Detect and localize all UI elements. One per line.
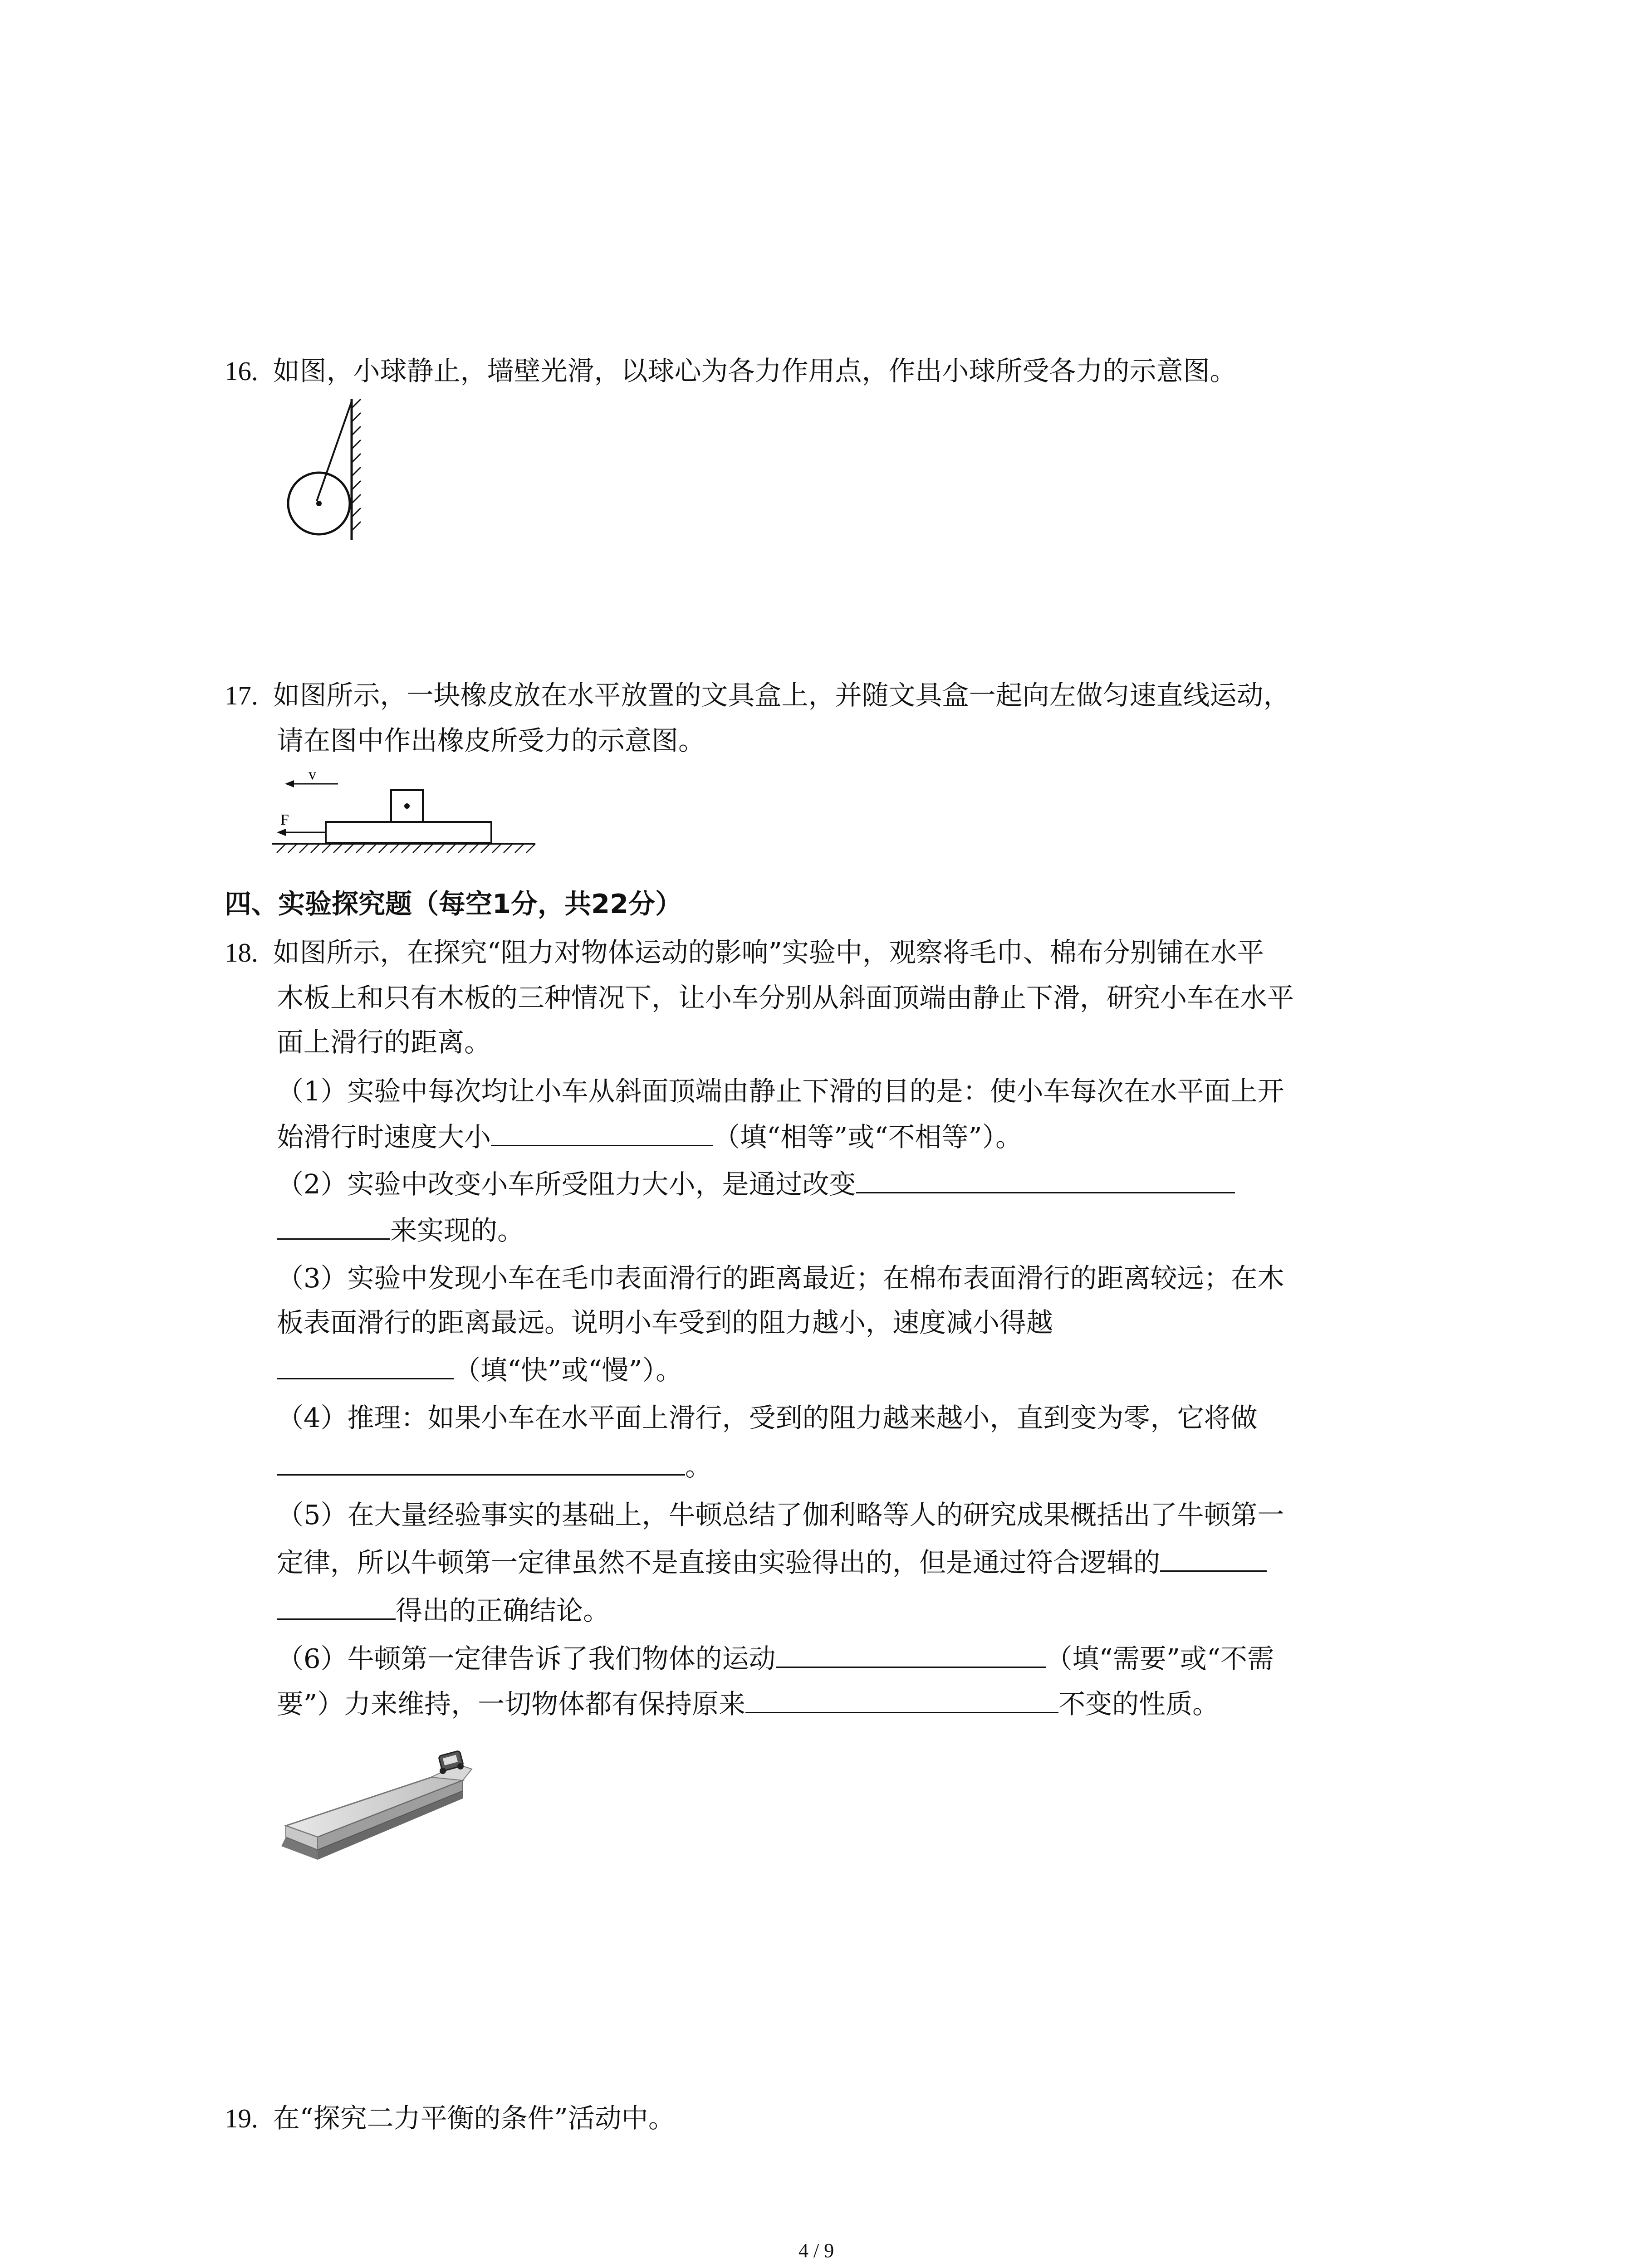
subquestion-2-tail: 来实现的。 [390,1215,524,1246]
subquestion-2-line2 [277,1212,524,1249]
question-intro-line3: 面上滑行的距离。 [277,1026,491,1058]
subquestion-2-line1 [277,1166,1235,1202]
question-text: 在“探究二力平衡的条件”活动中。 [273,2102,675,2134]
subquestion-6-tail: 不变的性质。 [1058,1688,1220,1720]
subquestion-6-line1 [277,1640,1274,1677]
subquestion-6-text2: 要”）力来维持，一切物体都有保持原来 [277,1688,746,1720]
question-intro-line2: 木板上和只有木板的三种情况下，让小车分别从斜面顶端由静止下滑，研究小车在水平 [277,982,1294,1013]
subquestion-3-line2: 板表面滑行的距离最远。说明小车受到的阻力越小，速度减小得越 [277,1307,1053,1338]
section-title: 四、实验探究题（每空1分，共22分） [225,888,682,919]
ball-on-wall-figure [272,390,390,553]
subquestion-3-line1: （3）实验中发现小车在毛巾表面滑行的距离最近；在棉布表面滑行的距离较远；在木 [277,1262,1284,1294]
question-text-line1: 如图所示，一块橡皮放在水平放置的文具盒上，并随文具盒一起向左做匀速直线运动， [273,679,1290,711]
question-text: 如图，小球静止，墙壁光滑，以球心为各力作用点，作出小球所受各力的示意图。 [273,355,1237,386]
question-intro-line1: 如图所示，在探究“阻力对物体运动的影响”实验中，观察将毛巾、棉布分别铺在水平 [273,937,1264,968]
subquestion-5-line2 [277,1544,1267,1581]
subquestion-2-text: （2）实验中改变小车所受阻力大小，是通过改变 [277,1168,856,1200]
subquestion-5-tail: 得出的正确结论。 [396,1595,610,1626]
question-17-line2: 请在图中作出橡皮所受力的示意图。 [277,725,705,756]
question-17 [225,677,1290,714]
subquestion-6-text: （6）牛顿第一定律告诉了我们物体的运动 [277,1643,776,1674]
answer-blank-6b[interactable] [745,1686,1058,1713]
incline-cart-figure [277,1724,485,1887]
subquestion-5-text: 定律，所以牛顿第一定律虽然不是直接由实验得出的，但是通过符合逻辑的 [277,1547,1161,1578]
question-18 [225,934,1264,971]
answer-blank-5-cont[interactable] [277,1592,396,1620]
answer-blank-1[interactable] [491,1119,713,1146]
subquestion-4-line1: （4）推理：如果小车在水平面上滑行，受到的阻力越来越小，直到变为零，它将做 [277,1402,1258,1433]
page-number: 4 / 9 [798,2239,834,2262]
subquestion-1-text: 始滑行时速度大小 [277,1121,491,1153]
answer-blank-2[interactable] [856,1166,1235,1193]
answer-blank-4[interactable] [277,1448,685,1476]
subquestion-6-hint: （填“需要”或“不需 [1045,1643,1274,1674]
question-number: 18. [225,938,258,968]
answer-blank-2-cont[interactable] [277,1212,390,1240]
subquestion-1-line1: （1）实验中每次均让小车从斜面顶端由静止下滑的目的是：使小车每次在水平面上开 [277,1075,1284,1107]
question-number: 19. [225,2103,258,2133]
subquestion-5-line3 [277,1592,610,1629]
question-number: 17. [225,680,258,710]
subquestion-3-line3 [277,1352,682,1388]
answer-blank-3[interactable] [277,1352,454,1379]
subquestion-6-line2 [277,1686,1219,1722]
answer-blank-6a[interactable] [776,1640,1046,1668]
subquestion-5-line1: （5）在大量经验事实的基础上，牛顿总结了伽利略等人的研究成果概括出了牛顿第一 [277,1499,1284,1530]
eraser-on-box-figure [272,767,554,857]
subquestion-4-line2 [277,1448,712,1485]
velocity-label: v [309,767,316,783]
force-label: F [280,811,289,828]
question-19 [225,2100,675,2136]
subquestion-3-hint: （填“快”或“慢”）。 [454,1354,683,1386]
subquestion-1-hint: （填“相等”或“不相等”）。 [713,1121,1023,1153]
subquestion-1-line2 [277,1119,1022,1155]
question-number: 16. [225,356,258,386]
question-16 [225,353,1237,389]
answer-blank-5[interactable] [1160,1544,1267,1572]
subquestion-4-tail: 。 [685,1451,712,1482]
